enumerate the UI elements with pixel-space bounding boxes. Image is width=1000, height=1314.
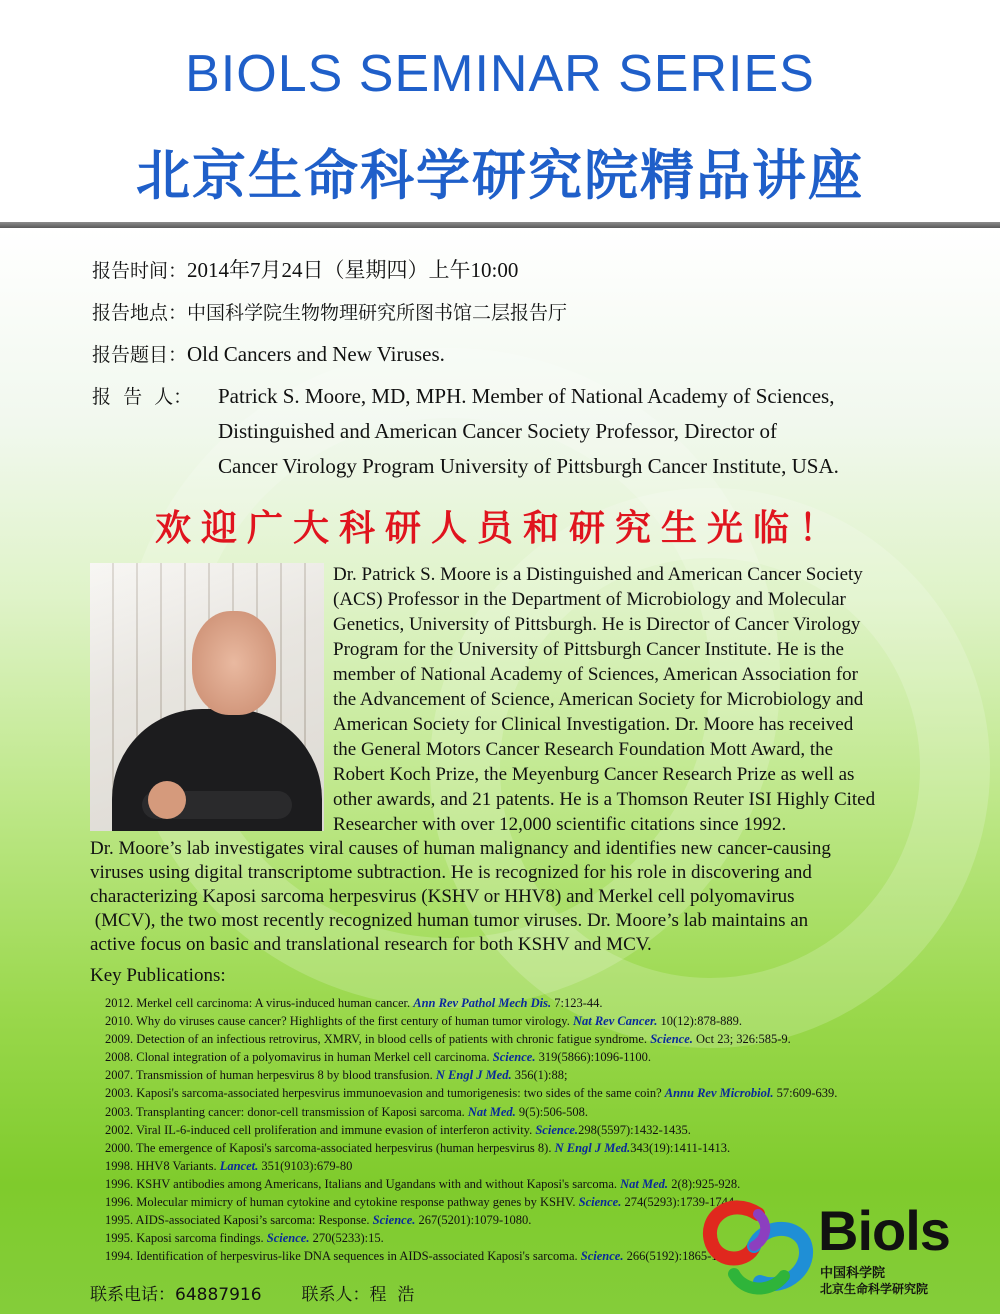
speaker-row <box>92 382 192 411</box>
publication-citation: 266(5192):1865-1869. <box>623 1249 740 1264</box>
phone-number: 64887916 <box>175 1285 262 1305</box>
speaker-photo <box>90 563 324 831</box>
topic-label: 报告题目： <box>92 344 188 366</box>
bio-line: Robert Koch Prize, the Meyenburg Cancer Research Prize as well as <box>333 764 855 785</box>
biols-wordmark: Biols <box>818 1199 950 1262</box>
logo-cn-institute: 北京生命科学研究院 <box>820 1282 929 1296</box>
publication-item <box>105 1084 985 1102</box>
publication-citation: 10(12):878-889. <box>657 1014 743 1029</box>
bio-full-width <box>90 837 970 957</box>
publication-journal: Science. <box>650 1032 693 1047</box>
publication-title: 2007. Transmission of human herpesvirus 8 by blood transfusion. <box>105 1068 436 1083</box>
publication-title: 2002. Viral IL-6-induced cell proliferation and immune evasion of interferon activity. <box>105 1122 536 1137</box>
publication-title: 1995. Kaposi sarcoma findings. <box>105 1231 267 1246</box>
bio-line: American Society for Clinical Investigation. Dr. Moore has received <box>333 714 854 735</box>
publication-item <box>105 1175 985 1193</box>
contact-label: 联系人： <box>301 1285 370 1305</box>
publication-title: 2010. Why do viruses cause cancer? Highlights of the first century of human tumor virology. <box>105 1014 573 1029</box>
publication-journal: Nat Med. <box>620 1176 669 1191</box>
publication-title: 2012. Merkel cell carcinoma: A virus-induced human cancer. <box>105 996 414 1010</box>
publication-journal: N Engl J Med. <box>435 1068 512 1083</box>
topic-row <box>92 340 445 369</box>
publication-title: 2008. Clonal integration of a polyomavirus in human Merkel cell carcinoma. <box>105 1050 493 1065</box>
publication-item <box>105 1012 985 1030</box>
place-row <box>92 298 567 327</box>
time-value: 2014年7月24日（星期四）上午10:00 <box>187 258 519 282</box>
publication-title: 2003. Kaposi's sarcoma-associated herpesvirus immunoevasion and tumorigenesis: two sides of the same coin? <box>105 1086 665 1101</box>
bio-line: viruses using digital transcriptome subtraction. He is recognized for his role in discovering and <box>90 862 812 883</box>
publication-item <box>105 1103 985 1121</box>
publication-citation: Oct 23; 326:585-9. <box>692 1032 791 1047</box>
bio-line: characterizing Kaposi sarcoma herpesvirus (KSHV or HHV8) and Merkel cell polyomavirus <box>90 886 795 907</box>
publication-citation: 270(5233):15. <box>309 1231 384 1246</box>
phone-label: 联系电话： <box>90 1285 175 1305</box>
publication-journal: Science. <box>535 1122 579 1137</box>
series-title-en: BIOLS SEMINAR SERIES <box>185 45 815 103</box>
publication-journal: Nat Rev Cancer. <box>572 1014 658 1029</box>
bio-line: Program for the University of Pittsburgh Cancer Institute. He is the <box>333 639 844 660</box>
bio-line: other awards, and 21 patents. He is a Thomson Reuter ISI Highly Cited <box>333 789 876 810</box>
publication-citation: 351(9103):679-80 <box>258 1158 353 1173</box>
bio-line: Genetics, University of Pittsburgh. He is Director of Cancer Virology <box>333 614 861 635</box>
publication-title: 1995. AIDS-associated Kaposi’s sarcoma: Response. <box>105 1213 373 1228</box>
bio-line: member of National Academy of Sciences, American Association for <box>333 664 858 685</box>
publication-title: 1994. Identification of herpesvirus-like DNA sequences in AIDS-associated Kaposi's sarcoma. <box>105 1249 581 1264</box>
bio-line: active focus on basic and translational research for both KSHV and MCV. <box>90 934 652 955</box>
bio-line: (ACS) Professor in the Department of Microbiology and Molecular <box>333 589 846 610</box>
bio-beside-photo <box>333 562 953 837</box>
time-row <box>92 256 518 285</box>
publication-title: 1996. KSHV antibodies among Americans, Italians and Ugandans with and without Kaposi's sarcoma. <box>105 1176 621 1191</box>
publication-citation: 267(5201):1079-1080. <box>415 1213 532 1228</box>
bio-line: the General Motors Cancer Research Foundation Mott Award, the <box>333 739 834 760</box>
publication-citation: 298(5597):1432-1435. <box>578 1122 691 1137</box>
publication-citation: 2(8):925-928. <box>668 1176 741 1191</box>
publication-item <box>105 1030 985 1048</box>
publication-item <box>105 1139 985 1157</box>
publication-item <box>105 1048 985 1066</box>
contact-footer <box>90 1280 414 1305</box>
publication-item <box>105 1157 985 1175</box>
topic-value: Old Cancers and New Viruses. <box>187 342 445 366</box>
publication-title: 2003. Transplanting cancer: donor-cell transmission of Kaposi sarcoma. <box>105 1104 468 1119</box>
bio-line: Dr. Moore’s lab investigates viral causes of human malignancy and identifies new cancer-causing <box>90 838 831 859</box>
publication-item <box>105 1121 985 1139</box>
time-label: 报告时间： <box>92 260 188 282</box>
publication-title: 2009. Detection of an infectious retrovirus, XMRV, in blood cells of patients with chronic fatigue syndrome. <box>105 1032 651 1047</box>
publication-title: 1998. HHV8 Variants. <box>105 1158 220 1173</box>
photo-hand <box>148 781 186 819</box>
publication-journal: Science. <box>266 1231 310 1246</box>
publication-journal: Science. <box>492 1050 536 1065</box>
publication-citation: 57:609-639. <box>773 1086 838 1101</box>
poster-header <box>0 0 1000 222</box>
publication-citation: 343(19):1411-1413. <box>630 1140 731 1155</box>
speaker-line: Distinguished and American Cancer Society Professor, Director of <box>218 419 778 443</box>
bio-line: the Advancement of Science, American Society for Microbiology and <box>333 689 864 710</box>
speaker-line: Patrick S. Moore, MD, MPH. Member of National Academy of Sciences, <box>218 384 835 408</box>
place-label: 报告地点： <box>92 302 188 324</box>
publication-citation: 9(5):506-508. <box>515 1104 589 1119</box>
publication-title: 2000. The emergence of Kaposi's sarcoma-associated herpesvirus (human herpesvirus 8). <box>105 1140 555 1155</box>
publication-citation: 7:123-44. <box>551 996 603 1010</box>
bio-line: (MCV), the two most recently recognized human tumor viruses. Dr. Moore’s lab maintains an <box>90 910 809 931</box>
publication-journal: N Engl J Med. <box>554 1140 631 1155</box>
speaker-line: Cancer Virology Program University of Pittsburgh Cancer Institute, USA. <box>218 454 839 478</box>
biols-logo <box>700 1196 970 1296</box>
publication-item <box>105 1066 985 1084</box>
publication-journal: Science. <box>372 1213 416 1228</box>
logo-cn-cas: 中国科学院 <box>820 1266 886 1281</box>
publication-journal: Nat Med. <box>467 1104 516 1119</box>
publication-citation: 319(5866):1096-1100. <box>535 1050 651 1065</box>
series-title-cn: 北京生命科学研究院精品讲座 <box>136 144 864 207</box>
publication-journal: Ann Rev Pathol Mech Dis. <box>413 996 552 1010</box>
welcome-banner: 欢迎广大科研人员和研究生光临！ <box>154 507 845 549</box>
photo-face <box>192 611 276 715</box>
speaker-label: 报 告 人： <box>92 386 193 408</box>
publication-citation: 356(1):88; <box>511 1068 568 1083</box>
publication-citation: 274(5293):1739-1744. <box>621 1195 738 1210</box>
publication-journal: Lancet. <box>219 1158 259 1173</box>
publication-journal: Annu Rev Microbiol. <box>664 1086 774 1101</box>
bio-line: Dr. Patrick S. Moore is a Distinguished and American Cancer Society <box>333 564 863 585</box>
contact-name: 程 浩 <box>369 1285 415 1305</box>
publication-journal: Science. <box>580 1249 624 1264</box>
publications-heading: Key Publications: <box>90 965 226 986</box>
bio-line: Researcher with over 12,000 scientific citations since 1992. <box>333 814 787 835</box>
biols-logo-mark <box>700 1196 820 1296</box>
publication-item <box>105 994 985 1012</box>
publication-title: 1996. Molecular mimicry of human cytokine and cytokine response pathway genes by KSHV. <box>105 1195 579 1210</box>
publication-journal: Science. <box>578 1195 622 1210</box>
place-value: 中国科学院生物物理研究所图书馆二层报告厅 <box>187 302 568 324</box>
